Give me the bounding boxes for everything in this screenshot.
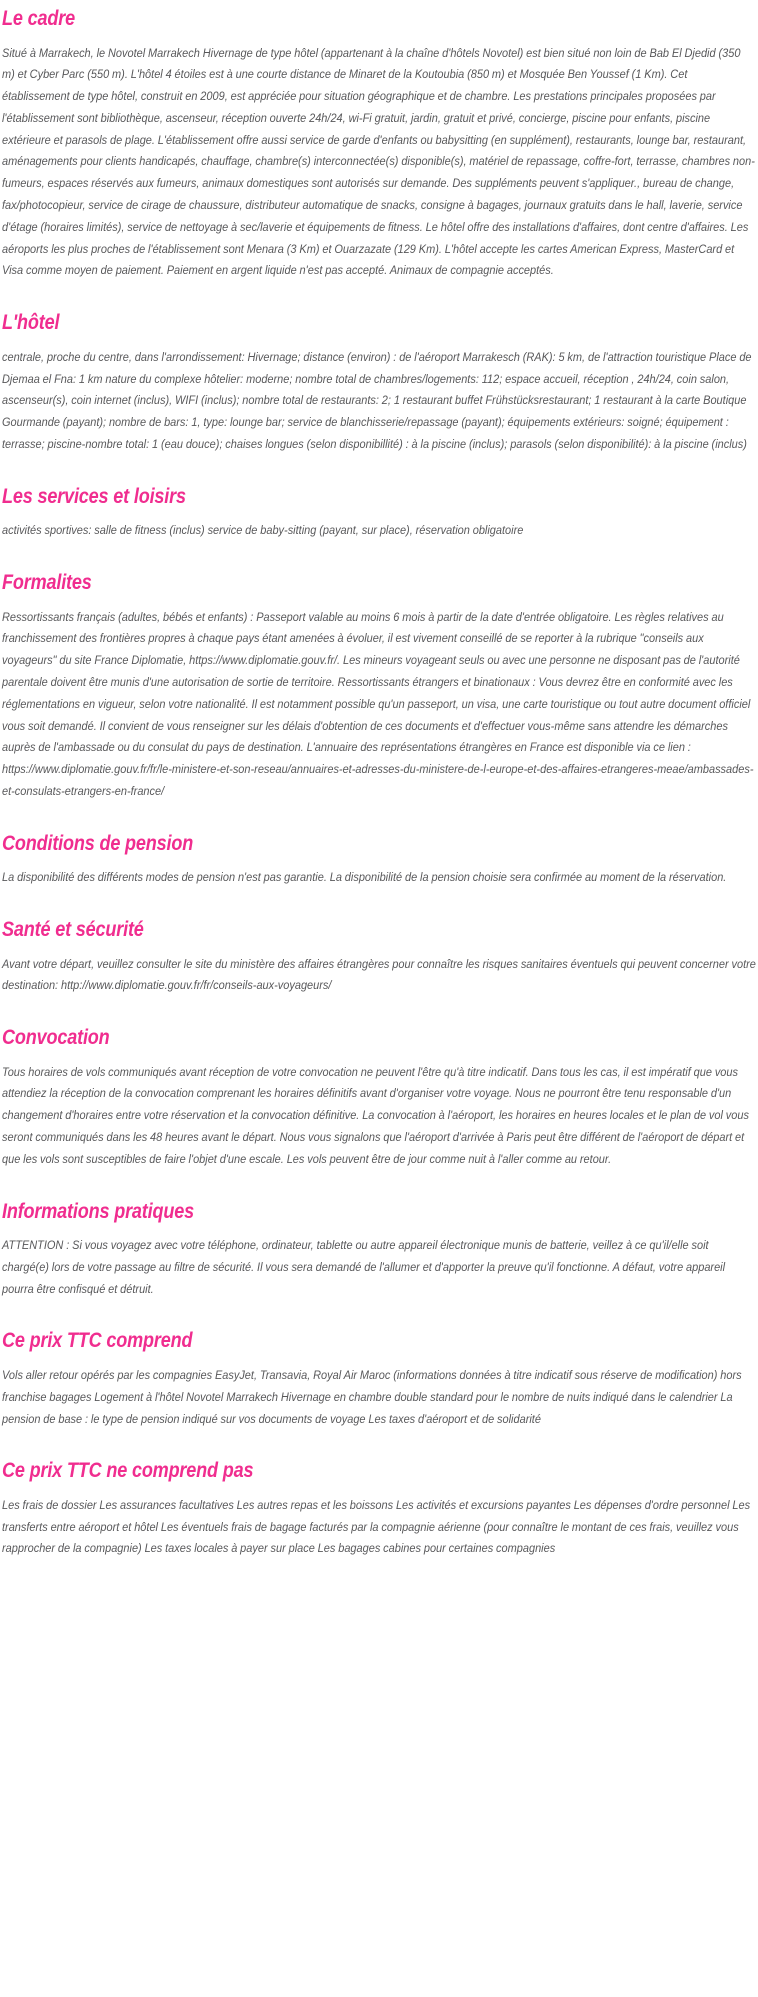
section-body-convocation: Tous horaires de vols communiqués avant réception de votre convocation ne peuvent l'être qu'à titre indicatif. Dans tous les cas, il est impératif que vous attendiez la réception de la convocation comprenant les horaires définitifs avant d'organiser votre voyage. Nous ne pourront être tenu responsable d'un changement d'horaires entre votre réservation et la convocation définitive. La convocation à l'aéroport, les horaires en heures locales et le plan de vol vous seront communiqués dans les 48 heures avant le départ. Nous vous signalons que l'aéroport d'arrivée à Paris peut être différent de l'aéroport de départ et que les vols sont susceptibles de faire l'objet d'une escale. Les vols peuvent être de jour comme nuit à l'aller comme au retour. — [2, 1064, 749, 1166]
section-l-hotel — [2, 312, 756, 455]
section-title-ce-prix-ttc-ne-comprend-pas: Ce prix TTC ne comprend pas — [2, 1458, 254, 1483]
section-spacer — [2, 997, 756, 1027]
section-title-ce-prix-ttc-comprend: Ce prix TTC comprend — [2, 1328, 193, 1353]
section-body-conditions-de-pension: La disponibilité des différents modes de pension n'est pas garantie. La disponibilité de la pension choisie sera confirmée au moment de la réservation. — [2, 870, 727, 885]
section-body-informations-pratiques: ATTENTION : Si vous voyagez avec votre téléphone, ordinateur, tablette ou autre appareil électronique munis de batterie, veillez à ce qu'il/elle soit chargé(e) lors de votre passage au filtre de sécurité. Il vous sera demandé de l'allumer et d'apporter la preuve qu'il fonctionne. A défaut, votre appareil pourra être confisqué et détruit. — [2, 1238, 726, 1296]
section-title-conditions-de-pension: Conditions de pension — [2, 830, 194, 855]
section-body-sante-et-securite: Avant votre départ, veuillez consulter le site du ministère des affaires étrangères pour connaître les risques sanitaires éventuels qui peuvent concerner votre destination: http://www.diplomatie.gouv.fr/fr/conseils-aux-voyageurs/ — [2, 956, 756, 993]
section-title-informations-pratiques: Informations pratiques — [2, 1198, 194, 1223]
section-convocation — [2, 1027, 756, 1170]
section-ce-prix-ttc-ne-comprend-pas — [2, 1460, 756, 1560]
section-spacer — [2, 1430, 756, 1460]
section-informations-pratiques — [2, 1198, 756, 1301]
section-body-ce-prix-ttc-ne-comprend-pas: Les frais de dossier Les assurances facultatives Les autres repas et les boissons Les activités et excursions payantes Les dépenses d'ordre personnel Les transferts entre aéroport et hôtel Les éventuels frais de bagage facturés par la compagnie aérienne (pour connaître le montant de ces frais, veuillez vous rapprocher de la compagnie) Les taxes locales à payer sur place Les bagages cabines pour certaines compagnies — [2, 1497, 751, 1556]
section-title-le-cadre: Le cadre — [2, 6, 75, 30]
section-spacer — [2, 456, 756, 486]
section-formalites — [2, 572, 756, 803]
section-spacer — [2, 889, 756, 919]
section-spacer — [2, 1171, 756, 1201]
section-sante-et-securite — [2, 919, 756, 997]
section-body-formalites: Ressortissants français (adultes, bébés et enfants) : Passeport valable au moins 6 mois à partir de la date d'entrée obligatoire. Les règles relatives au franchissement des frontières propres à chaque pays étant amenées à évoluer, il est vivement conseillé de se reporter à la rubrique "conseils aux voyageurs" du site France Diplomatie, https://www.diplomatie.gouv.fr/. Les mineurs voyageant seuls ou avec une personne ne disposant pas de l'autorité parentale doivent être munis d'une autorisation de sortie de territoire. Ressortissants étrangers et binationaux : Vous devrez être en conformité avec les réglementations en vigueur, selon votre nationalité. Il est notamment possible qu'un passeport, un visa, une carte touristique ou tout autre document officiel vous soit demandé. Il convient de vous renseigner sur les délais d'obtention de ces documents et d'effectuer vous-même sans attendre les démarches auprès de l'ambassade ou du consulat du pays de destination. L'annuaire des représentations étrangères en France est disponible via ce lien : https://www.diplomatie.gouv.fr/fr/le-ministere-et-son-reseau/annuaires-et-adresses-du-ministere-de-l-europe-et-des-affaires-etrangeres-meae/ambassades-et-consulats-etrangers-en-france/ — [2, 609, 754, 798]
section-body-le-cadre: Situé à Marrakech, le Novotel Marrakech Hivernage de type hôtel (appartenant à la chaîne d'hôtels Novotel) est bien situé non loin de Bab El Djedid (350 m) et Cyber Parc (550 m). L'hôtel 4 étoiles est à une courte distance de Minaret de la Koutoubia (850 m) et Mosquée Ben Youssef (1 Km). Cet établissement de type hôtel, construit en 2009, est appréciée pour situation géographique et de chambre. Les prestations principales proposées par l'établissement sont bibliothèque, ascenseur, réception ouverte 24h/24, wi-Fi gratuit, jardin, gratuit et privé, concierge, piscine pour enfants, piscine extérieure et parasols de plage. L'établissement offre aussi service de garde d'enfants ou babysitting (en supplément), restaurants, lounge bar, restaurant, aménagements pour clients handicapés, chauffage, chambre(s) interconnectée(s) disponible(s), matériel de repassage, coffre-fort, terrasse, chambres non-fumeurs, espaces réservés aux fumeurs, animaux domestiques sont autorisés sur demande. Des suppléments peuvent s'appliquer., bureau de change, fax/photocopieur, service de cirage de chaussure, distributeur automatique de snacks, consigne à bagages, journaux gratuits dans le hall, laverie, service d'étage (horaires limités), service de nettoyage à sec/laverie et équipements de fitness. Le hôtel offre des installations d'affaires, dont centre d'affaires. Les aéroports les plus proches de l'établissement sont Menara (3 Km) et Ouarzazate (129 Km). L'hôtel accepte les cartes American Express, MasterCard et Visa comme moyen de paiement. Paiement en argent liquide n'est pas accepté. Animaux de compagnie acceptés. — [2, 45, 755, 278]
section-body-ce-prix-ttc-comprend: Vols aller retour opérés par les compagnies EasyJet, Transavia, Royal Air Maroc (informations données à titre indicatif sous réserve de modification) hors franchise bagages Logement à l'hôtel Novotel Marrakech Hivernage en chambre double standard pour le nombre de nuits indiqué dans le calendrier La pension de base : le type de pension indiqué sur vos documents de voyage Les taxes d'aéroport et de solidarité — [2, 1367, 742, 1426]
section-body-les-services-et-loisirs: activités sportives: salle de fitness (inclus) service de baby-sitting (payant, sur place), réservation obligatoire — [2, 523, 524, 538]
section-title-les-services-et-loisirs: Les services et loisirs — [2, 483, 186, 508]
section-title-formalites: Formalites — [2, 570, 92, 595]
section-title-sante-et-securite: Santé et sécurité — [2, 917, 144, 942]
section-le-cadre — [2, 8, 756, 282]
section-spacer — [2, 1300, 756, 1330]
section-title-convocation: Convocation — [2, 1025, 110, 1050]
section-spacer — [2, 542, 756, 572]
top-spacer — [2, 0, 756, 8]
section-spacer — [2, 282, 756, 312]
section-body-l-hotel: centrale, proche du centre, dans l'arrondissement: Hivernage; distance (environ) : de l'aéroport Marrakesch (RAK): 5 km, de l'attraction touristique Place de Djemaa el Fna: 1 km nature du complexe hôtelier: moderne; nombre total de chambres/logements: 112; espace accueil, réception , 24h/24, coin salon, ascenseur(s), coin internet (inclus), WIFI (inclus); nombre total de restaurants: 2; 1 restaurant buffet Frühstücksrestaurant; 1 restaurant à la carte Boutique Gourmande (payant); nombre de bars: 1, type: lounge bar; service de blanchisserie/repassage (payant); équipements extérieurs: soigné; équipement : terrasse; piscine-nombre total: 1 (eau douce); chaises longues (selon disponibillité) : à la piscine (inclus); parasols (selon disponibilité): à la piscine (inclus) — [2, 349, 752, 451]
section-spacer — [2, 803, 756, 833]
section-conditions-de-pension — [2, 830, 756, 889]
section-title-l-hotel: L'hôtel — [2, 310, 60, 335]
section-ce-prix-ttc-comprend — [2, 1330, 756, 1430]
section-les-services-et-loisirs — [2, 483, 756, 542]
